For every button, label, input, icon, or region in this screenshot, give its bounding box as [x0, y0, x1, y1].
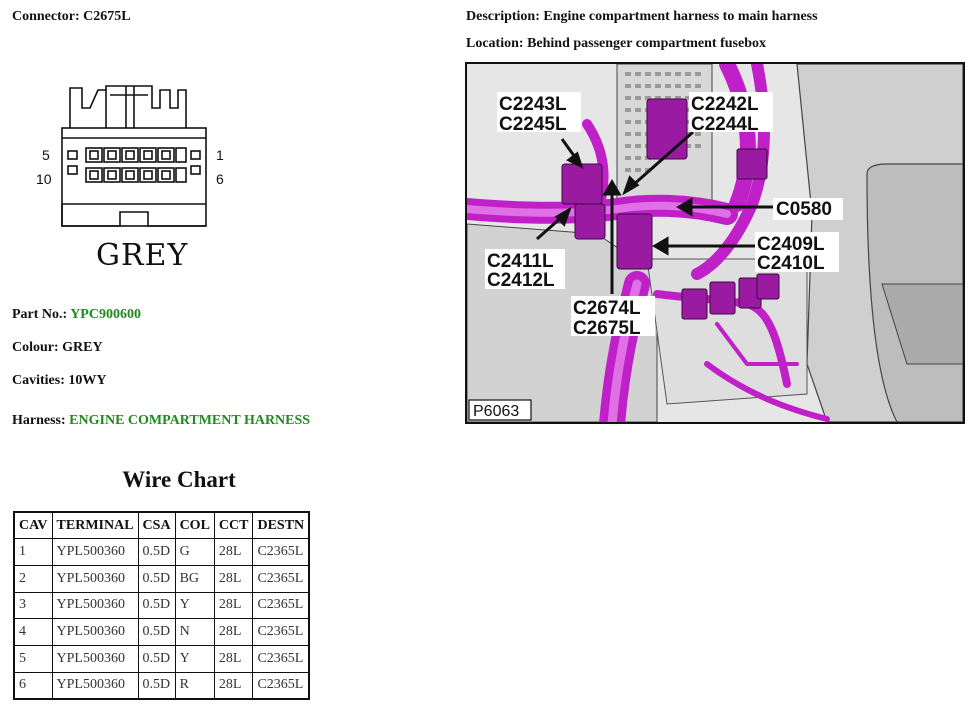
cell-col: Y [175, 592, 214, 619]
connector-heading [12, 9, 131, 25]
description-row [466, 9, 818, 25]
location-row [466, 36, 766, 52]
cavities-label: Cavities: [12, 373, 65, 388]
cell-terminal: YPL500360 [52, 539, 138, 566]
cell-terminal: YPL500360 [52, 645, 138, 672]
wire-chart-table [13, 511, 310, 700]
cell-csa: 0.5D [138, 672, 175, 699]
header-csa: CSA [138, 512, 175, 539]
connector-value: C2675L [83, 9, 131, 24]
photo-id: P6063 [473, 403, 520, 420]
callout-c2409l: C2409L [757, 234, 825, 255]
table-header-row [14, 512, 309, 539]
connector-face-diagram [30, 80, 230, 280]
harness-row [12, 413, 310, 429]
wire-chart-title: Wire Chart [122, 467, 236, 492]
table-row [14, 539, 309, 566]
pin-label-5: 5 [42, 147, 50, 163]
cell-col: BG [175, 565, 214, 592]
cell-destn: C2365L [253, 645, 309, 672]
part-number-label: Part No.: [12, 307, 68, 322]
relay-icon [647, 99, 687, 159]
callout-c2412l: C2412L [487, 270, 555, 291]
header-cct: CCT [214, 512, 253, 539]
cell-cct: 28L [214, 539, 253, 566]
callout-c2675l: C2675L [573, 318, 641, 339]
location-value: Behind passenger compartment fusebox [527, 36, 766, 51]
callout-c0580: C0580 [776, 199, 832, 220]
cell-cav: 5 [14, 645, 52, 672]
cell-cav: 6 [14, 672, 52, 699]
table-row [14, 592, 309, 619]
callout-c2245l: C2245L [499, 114, 567, 135]
cell-cct: 28L [214, 645, 253, 672]
cell-destn: C2365L [253, 539, 309, 566]
header-col: COL [175, 512, 214, 539]
location-photo [465, 62, 965, 424]
description-label: Description: [466, 9, 540, 24]
cell-terminal: YPL500360 [52, 592, 138, 619]
cell-cav: 1 [14, 539, 52, 566]
part-number-row [12, 307, 141, 323]
part-number-value: YPC900600 [70, 307, 141, 322]
cell-cct: 28L [214, 565, 253, 592]
cell-terminal: YPL500360 [52, 672, 138, 699]
cell-csa: 0.5D [138, 619, 175, 646]
cell-cav: 2 [14, 565, 52, 592]
callout-c2244l: C2244L [691, 114, 759, 135]
callout-c2243l: C2243L [499, 94, 567, 115]
pin-label-6: 6 [216, 171, 224, 187]
connector-label: Connector: [12, 9, 80, 24]
cell-cct: 28L [214, 592, 253, 619]
header-destn: DESTN [253, 512, 309, 539]
callout-c2410l: C2410L [757, 253, 825, 274]
callout-c2674l: C2674L [573, 298, 641, 319]
pin-label-10: 10 [36, 171, 52, 187]
header-cav: CAV [14, 512, 52, 539]
callout-c2411l: C2411L [487, 251, 554, 272]
cell-col: Y [175, 645, 214, 672]
harness-value: ENGINE COMPARTMENT HARNESS [69, 413, 311, 428]
cavities-row [12, 373, 107, 389]
cell-col: R [175, 672, 214, 699]
cell-cct: 28L [214, 672, 253, 699]
cell-csa: 0.5D [138, 565, 175, 592]
table-row [14, 672, 309, 699]
colour-value: GREY [62, 340, 103, 355]
cell-csa: 0.5D [138, 592, 175, 619]
cell-destn: C2365L [253, 619, 309, 646]
header-terminal: TERMINAL [52, 512, 138, 539]
harness-label: Harness: [12, 413, 66, 428]
cell-terminal: YPL500360 [52, 565, 138, 592]
cell-destn: C2365L [253, 592, 309, 619]
cell-destn: C2365L [253, 672, 309, 699]
table-row [14, 565, 309, 592]
table-row [14, 645, 309, 672]
location-illustration [467, 64, 963, 422]
colour-row [12, 340, 103, 356]
cell-cav: 4 [14, 619, 52, 646]
cell-terminal: YPL500360 [52, 619, 138, 646]
cavities-value: 10WY [68, 373, 107, 388]
cell-col: N [175, 619, 214, 646]
cell-csa: 0.5D [138, 645, 175, 672]
location-label: Location: [466, 36, 524, 51]
cell-destn: C2365L [253, 565, 309, 592]
cell-csa: 0.5D [138, 539, 175, 566]
pin-label-1: 1 [216, 147, 224, 163]
cell-col: G [175, 539, 214, 566]
description-value: Engine compartment harness to main harness [543, 9, 818, 24]
cell-cct: 28L [214, 619, 253, 646]
table-row [14, 619, 309, 646]
callout-c2242l: C2242L [691, 94, 759, 115]
connector-colour-caption: GREY [96, 238, 189, 273]
cell-cav: 3 [14, 592, 52, 619]
colour-label: Colour: [12, 340, 59, 355]
